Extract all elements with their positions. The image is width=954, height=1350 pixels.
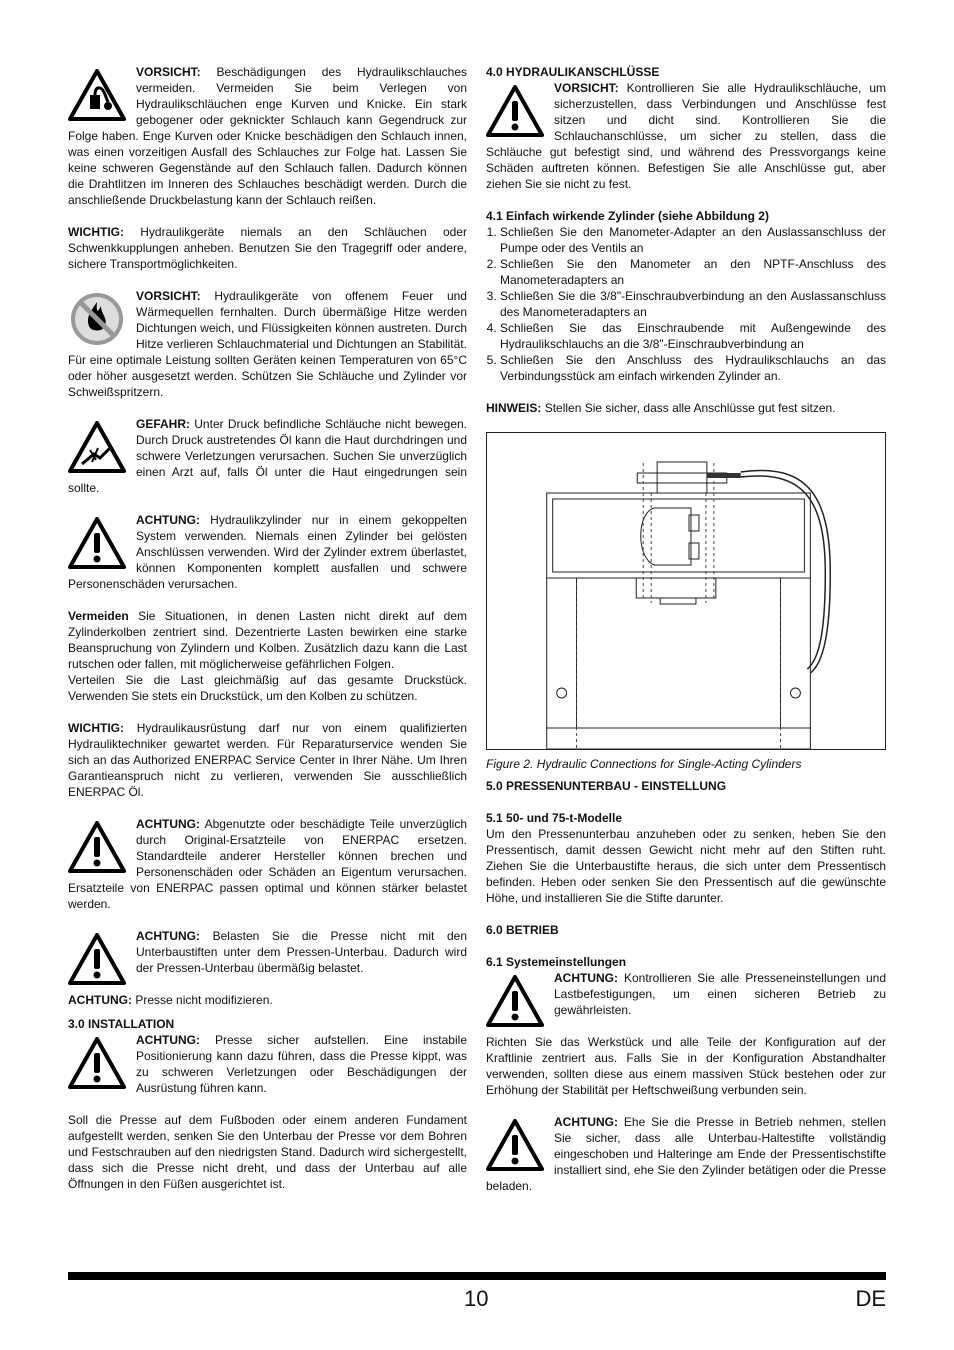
page-number: 10	[464, 1286, 489, 1311]
hint-text: Stellen Sie sicher, dass alle Anschlüsse gut fest sitzen.	[544, 401, 836, 415]
section-title-operation: 6.0 BETRIEB	[486, 923, 559, 937]
warning-label: VORSICHT:	[136, 65, 201, 79]
notice-text: Hydraulikausrüstung darf nur von einem qualifizierten Hydrauliktechniker gewartet werden. Für Reparaturservice wenden Sie sich an das Authorized ENERPAC Service Center in Ihrer Nähe. Um Ihren Garantieanspruch nicht zu verlieren, verwenden Sie ausschließlich ENERPAC Öl.	[68, 721, 467, 799]
notice-lifting	[68, 224, 467, 272]
warning-text: Hydraulikzylinder nur in einem gekoppelten System verwenden. Niemals einen Zylinder bei gelösten Anschlüssen verwenden. Wird der Zylinder extrem überlastet, können Komponenten komplett ausfallen und schwere Personenschäden verursachen.	[68, 513, 467, 591]
warning-label: ACHTUNG:	[136, 929, 200, 943]
section-title-system-settings: 6.1 Systemeinstellungen	[486, 955, 627, 969]
warning-label: ACHTUNG:	[554, 971, 618, 985]
footer-rule	[68, 1272, 886, 1280]
installation-text: Soll die Presse auf dem Fußboden oder einem anderen Fundament aufgestellt werden, senken Sie den Unterbau der Presse vor dem Bohren und Festschrauben auf den niedrigsten Stand. Dadurch wird sichergestellt, dass sich die Presse nicht dreht, und dass der Unterbau auf alle Öffnungen in den Füßen ausgerichtet ist.	[68, 1113, 467, 1191]
warning-label: VORSICHT:	[554, 81, 619, 95]
distribute-load: Verteilen Sie die Last gleichmäßig auf das gesamte Druckstück. Verwenden Sie stets ein Druckstück, um den Kolben zu schützen.	[68, 673, 467, 703]
warning-stable-setup	[68, 1032, 467, 1096]
warning-label: ACHTUNG:	[136, 513, 200, 527]
no-fire-icon	[68, 292, 126, 346]
exclamation-warning-icon	[68, 932, 126, 986]
warning-text: Beschädigungen des Hydraulikschlauches vermeiden. Vermeiden Sie beim Verlegen von Hydraulikschläuchen enge Kurven und Knicke. Ein stark gebogener oder geknickter Schlauch kann Gegendruck zur Folge haben. Enge Kurven oder Knicke beschädigen den Schlauch innen, was einen vorzeitigen Ausfall des Schlauches zur Folge hat. Lassen Sie keine schweren Gegenstände auf den Schlauch fallen. Dadurch können die Drahtlitzen im Inneren des Schlauches beschädigt werden. Durch die anschließende Druckbelastung kann der Schlauch reißen.	[68, 65, 467, 207]
warning-text: Unter Druck befindliche Schläuche nicht bewegen. Durch Druck austretendes Öl kann die Haut durchdringen und schwere Verletzungen verursachen. Suchen Sie unverzüglich einen Arzt auf, falls Öl unter die Haut eingedrungen sein sollte.	[68, 417, 468, 495]
connection-steps-list	[486, 224, 886, 384]
notice-label: WICHTIG:	[68, 225, 124, 239]
exclamation-warning-icon	[486, 84, 544, 138]
warning-label: ACHTUNG:	[554, 1115, 618, 1129]
exclamation-warning-icon	[68, 1036, 126, 1090]
hose-bend-warning-icon	[68, 68, 126, 122]
hint-label: HINWEIS:	[486, 401, 542, 415]
avoid-text: Sie Situationen, in denen Lasten nicht direkt auf dem Zylinderkolben zentriert sind. Dezentrierte Lasten bewirken eine starke Beanspruchung von Zylindern und Kolben. Zusätzlich dazu kann die Last rutschen oder fallen, mit möglicherweise gefährlichen Folgen.	[68, 609, 467, 671]
warning-text: Kontrollieren Sie alle Presseneinstellungen und Lastbefestigungen, um einen sicheren Betrieb zu gewährleisten.	[554, 971, 886, 1017]
exclamation-warning-icon	[68, 516, 126, 570]
notice-service	[68, 720, 467, 800]
section-title-hydraulic-connections: 4.0 HYDRAULIKANSCHLÜSSE	[486, 65, 660, 79]
warning-text: Kontrollieren Sie alle Hydraulikschläuche, um sicherzustellen, dass Verbindungen und Anschlüsse fest sitzen und dicht sind. Kontrollieren Sie die Schlauchanschlüsse, um sicher zu stellen, dass die Schläuche gut befestigt sind, und während des Pressvorgangs keine Schäden auftreten können. Befestigen Sie alle Anschlüsse gut, aber ziehen Sie sie nicht zu fest.	[486, 81, 886, 191]
warning-text: Hydraulikgeräte von offenem Feuer und Wärmequellen fernhalten. Durch übermäßige Hitze werden Dichtungen weich, und Flüssigkeiten können austreten. Durch Hitze verlieren Schlauchmaterial und Dichtungen an Stabilität. Für eine optimale Leistung sollten Geräten keinen Temperaturen von 65°C oder höher ausgesetzt werden. Schützen Sie Schläuche und Zylinder vor Schweißspritzern.	[68, 289, 467, 399]
section-title-bed-adjustment: 5.0 PRESSENUNTERBAU - EINSTELLUNG	[486, 779, 727, 793]
warning-check-hoses	[486, 80, 886, 192]
warning-label: ACHTUNG:	[68, 993, 132, 1007]
injection-hazard-icon	[68, 420, 126, 474]
warning-text: Belasten Sie die Presse nicht mit den Unterbaustiften unter dem Pressen-Unterbau. Dadurch wird der Pressen-Unterbau übermäßig belastet.	[136, 929, 467, 975]
warning-spare-parts	[68, 816, 467, 912]
exclamation-warning-icon	[486, 974, 544, 1028]
warning-text: Presse sicher aufstellen. Eine instabile Positionierung kann dazu führen, dass die Presse kippt, was zu schweren Verletzungen oder Beschädigungen der Ausrüstung führen kann.	[136, 1033, 467, 1095]
warning-text: Presse nicht modifizieren.	[135, 993, 273, 1007]
warning-pins-inserted	[486, 1114, 886, 1194]
figure-caption: Figure 2. Hydraulic Connections for Single-Acting Cylinders	[486, 757, 802, 771]
right-column	[486, 64, 886, 1210]
notice-label: WICHTIG:	[68, 721, 124, 735]
section-title-installation: 3.0 INSTALLATION	[68, 1017, 175, 1031]
hydraulic-connection-figure	[486, 432, 886, 750]
warning-label: ACHTUNG:	[136, 817, 200, 831]
hint-note	[486, 400, 886, 416]
warning-label: GEFAHR:	[136, 417, 190, 431]
alignment-text: Richten Sie das Werkstück und alle Teile der Konfiguration auf der Kraftlinie zentriert aus. Falls Sie in der Konfiguration Abstandhalter verwenden, sollten diese aus einem massiven Stück bestehen oder zur Erhöhung der Stabilität per Heftschweißung verbunden sein.	[486, 1035, 886, 1097]
warning-heat	[68, 288, 467, 400]
section-title-single-acting: 4.1 Einfach wirkende Zylinder (siehe Abbildung 2)	[486, 209, 769, 223]
warning-bed-pins	[68, 928, 467, 1008]
warning-text: Abgenutzte oder beschädigte Teile unverzüglich durch Original-Ersatzteile von ENERPAC ersetzen. Standardteile anderer Hersteller können brechen und Personenschäden oder Schäden an Eigentum verursachen. Ersatzteile von ENERPAC passen optimal und können stärker belastet werden.	[68, 817, 468, 911]
warning-label: VORSICHT:	[136, 289, 201, 303]
list-item: 5. Schließen Sie den Anschluss des Hydraulikschlauchs an das Verbindungsstück am einfach wirkenden Zylinder an.	[500, 352, 886, 384]
language-code: DE	[855, 1286, 886, 1311]
notice-text: Hydraulikgeräte niemals an den Schläuchen oder Schwenkkupplungen anheben. Benutzen Sie den Tragegriff oder andere, sichere Transportmöglichkeiten.	[68, 225, 467, 271]
warning-check-settings	[486, 970, 886, 1034]
exclamation-warning-icon	[68, 820, 126, 874]
bed-adjustment-text: Um den Pressenunterbau anzuheben oder zu senken, heben Sie den Pressentisch, damit dessen Gewicht nicht mehr auf den Stiften ruht. Ziehen Sie die Unterbaustifte heraus, die sich unter dem Pressentisch befinden. Heben oder senken Sie den Pressentisch auf die gewünschte Höhe, und installieren Sie die Stifte darunter.	[486, 827, 886, 905]
warning-label: ACHTUNG:	[136, 1033, 200, 1047]
warning-text: Ehe Sie die Presse in Betrieb nehmen, stellen Sie sicher, dass alle Unterbau-Haltestifte vollständig eingeschoben und Halteringe am Ende der Pressentischstifte installiert sind, ehe Sie den Zylinder betätigen oder die Presse beladen.	[486, 1115, 886, 1193]
warning-coupled-system	[68, 512, 467, 592]
section-title-50-75t: 5.1 50- und 75-t-Modelle	[486, 811, 623, 825]
avoid-label: Vermeiden	[68, 609, 129, 623]
list-item: 3. Schließen Sie die 3/8"-Einschraubverbindung an den Auslassanschluss des Manometeradapters an	[500, 288, 886, 320]
list-item: 4. Schließen Sie das Einschraubende mit Außengewinde des Hydraulikschlauchs an die 3/8"-Einschraubverbindung an	[500, 320, 886, 352]
exclamation-warning-icon	[486, 1118, 544, 1172]
warning-pressure-hose	[68, 416, 467, 496]
warning-hose-damage	[68, 64, 467, 208]
list-item: 1. Schließen Sie den Manometer-Adapter an den Auslassanschluss der Pumpe oder des Ventils an	[500, 224, 886, 256]
list-item: 2. Schließen Sie den Manometer an den NPTF-Anschluss des Manometeradapters an	[500, 256, 886, 288]
left-column	[68, 64, 467, 1208]
avoid-offcenter-load	[68, 608, 467, 672]
